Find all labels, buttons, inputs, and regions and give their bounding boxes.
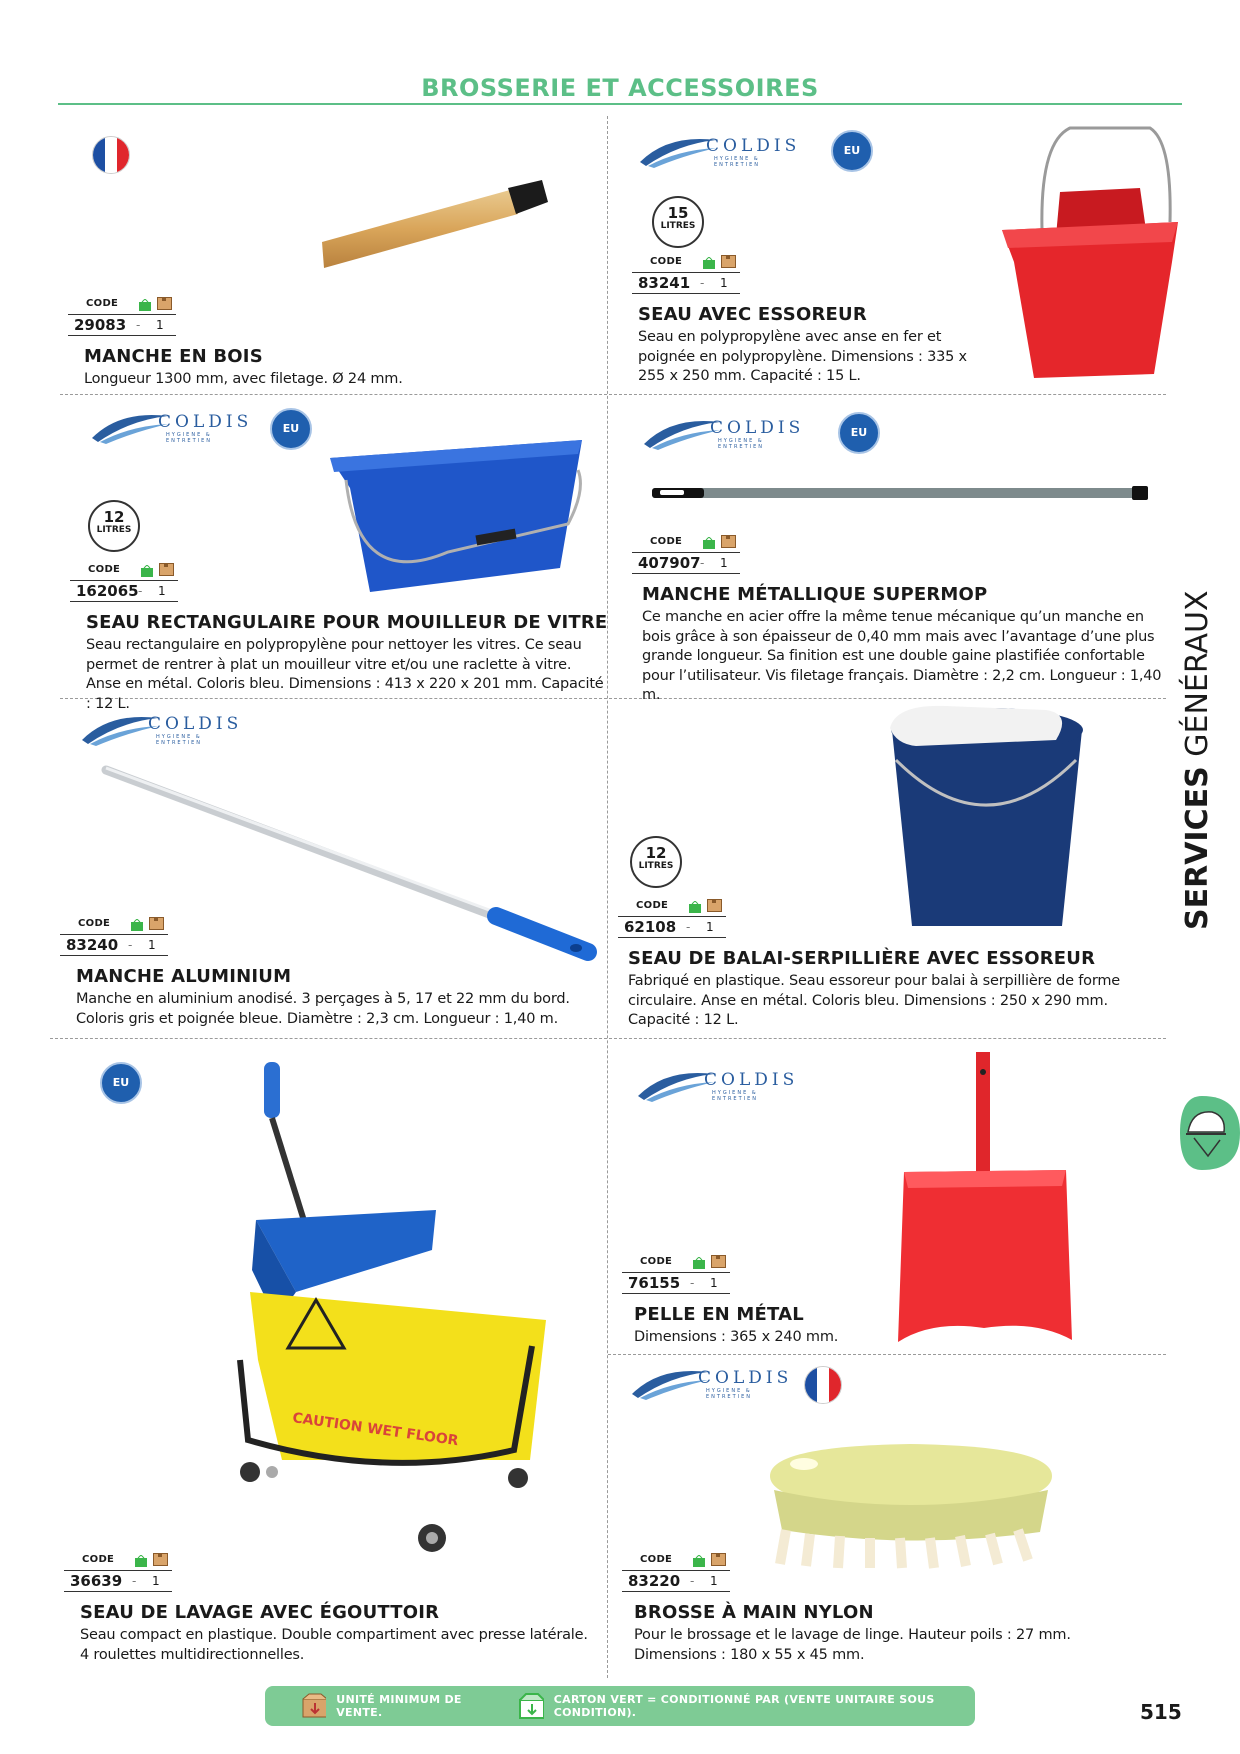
code-label: CODE [86, 297, 119, 309]
code-row [64, 1570, 172, 1592]
brand-name: COLDIS [710, 418, 805, 438]
product-description: Ce manche en acier offre la même tenue mécanique qu’un manche en bois grâce à son épaisseur de 0,40 mm mais avec l’avantage d’une plus grande longueur. Sa finition est une double gaine plastifiée confortable pour l’utilisateur. Vis filetage français. Diamètre : 2,2 cm. Longueur : 1,40 m. [642, 609, 1162, 703]
carton-box-icon [721, 255, 736, 268]
brand-name: COLDIS [704, 1070, 799, 1090]
product-quantity: 1 [706, 920, 714, 934]
product-title: SEAU AVEC ESSOREUR [638, 304, 867, 325]
code-separator: - [138, 584, 143, 598]
side-section-label [1180, 590, 1215, 930]
product-code: 162065 [76, 582, 139, 600]
product-code: 83220 [628, 1572, 681, 1590]
capacity-unit: LITRES [96, 525, 132, 535]
code-label: CODE [650, 535, 683, 547]
footer-legend-bar [265, 1686, 975, 1726]
code-row [70, 580, 178, 602]
capacity-unit: LITRES [638, 861, 674, 871]
green-carton-icon [702, 255, 715, 267]
capacity-badge [652, 196, 704, 248]
code-separator: - [700, 556, 705, 570]
product-description: Seau compact en plastique. Double compartiment avec presse latérale. 4 roulettes multidirectionnelles. [80, 1627, 588, 1663]
carton-box-icon [157, 297, 172, 310]
header-divider [58, 103, 1182, 105]
footer-min-sale: UNITÉ MINIMUM DE VENTE. [336, 1693, 462, 1719]
mop-trolley-image [236, 1060, 556, 1560]
green-carton-icon [692, 1553, 705, 1565]
footer-carton-legend: CARTON VERT = CONDITIONNÉ PAR (VENTE UNITAIRE SOUS CONDITION). [553, 1693, 935, 1719]
side-label-bold: SERVICES [1180, 766, 1215, 930]
product-seau-essoreur [632, 252, 1012, 387]
brand-tagline: HYGIENE & ENTRETIEN [714, 156, 761, 168]
side-label-light: GÉNÉRAUX [1180, 590, 1215, 757]
coldis-logo [636, 1064, 806, 1106]
eu-badge-icon: EU [838, 412, 880, 454]
capacity-value: 15 [667, 204, 689, 222]
section-title: BROSSERIE ET ACCESSOIRES [421, 74, 819, 102]
code-label: CODE [650, 255, 683, 267]
code-separator: - [690, 1276, 695, 1290]
eu-badge-icon: EU [270, 408, 312, 450]
green-carton-icon [134, 1553, 147, 1565]
code-row [632, 272, 740, 294]
product-code: 29083 [74, 316, 127, 334]
code-label: CODE [82, 1553, 115, 1565]
carton-box-icon [711, 1255, 726, 1268]
product-quantity: 1 [710, 1574, 718, 1588]
product-seau-rectangulaire [70, 560, 610, 714]
services-tab-icon [1180, 1096, 1240, 1170]
brand-tagline: HYGIENE & ENTRETIEN [166, 432, 213, 444]
green-carton-icon [692, 1255, 705, 1267]
product-manche-metallique [632, 532, 1172, 706]
code-row [622, 1570, 730, 1592]
row-divider [60, 394, 1166, 395]
product-quantity: 1 [152, 1574, 160, 1588]
product-code: 36639 [70, 1572, 123, 1590]
brand-tagline: HYGIENE & ENTRETIEN [706, 1388, 753, 1400]
product-quantity: 1 [156, 318, 164, 332]
code-separator: - [700, 276, 705, 290]
brand-tagline: HYGIENE & ENTRETIEN [156, 734, 203, 746]
carton-box-icon [153, 1553, 168, 1566]
capacity-badge [630, 836, 682, 888]
coldis-logo [90, 406, 260, 448]
green-carton-icon [140, 563, 153, 575]
eu-badge-icon: EU [831, 130, 873, 172]
carton-box-icon [149, 917, 164, 930]
product-seau-lavage [64, 1550, 604, 1665]
coldis-logo [630, 1362, 800, 1404]
product-title: MANCHE MÉTALLIQUE SUPERMOP [642, 584, 988, 605]
code-separator: - [132, 1574, 137, 1588]
france-flag-icon [804, 1366, 842, 1404]
capacity-badge [88, 500, 140, 552]
code-label: CODE [640, 1255, 673, 1267]
code-row [60, 934, 168, 956]
product-description: Seau rectangulaire en polypropylène pour nettoyer les vitres. Ce seau permet de rentrer à plat un mouilleur vitre et/ou une raclette à vitre. Anse en métal. Coloris bleu. Dimensions : 413 x 220 x 201 mm. Capacité : 12 L. [86, 637, 604, 712]
caution-sign-text: CAUTION WET FLOOR [291, 1410, 460, 1450]
capacity-value: 12 [645, 844, 667, 862]
product-code: 83240 [66, 936, 119, 954]
green-carton-icon [130, 917, 143, 929]
brand-name: COLDIS [148, 714, 243, 734]
code-label: CODE [636, 899, 669, 911]
brand-name: COLDIS [158, 412, 253, 432]
product-manche-bois [68, 294, 588, 390]
product-description: Seau en polypropylène avec anse en fer et poignée en polypropylène. Dimensions : 335 x 255 x 250 mm. Capacité : 15 L. [638, 329, 967, 384]
code-separator: - [136, 318, 141, 332]
brand-tagline: HYGIENE & ENTRETIEN [712, 1090, 759, 1102]
carton-box-icon [721, 535, 736, 548]
row-divider [50, 1038, 1166, 1039]
wooden-handle-image [320, 180, 550, 275]
carton-box-icon [301, 1693, 326, 1719]
product-manche-aluminium [60, 914, 600, 1029]
code-separator: - [686, 920, 691, 934]
product-title: MANCHE ALUMINIUM [76, 966, 292, 987]
coldis-logo [642, 412, 812, 454]
product-quantity: 1 [720, 556, 728, 570]
product-description: Pour le brossage et le lavage de linge. Hauteur poils : 27 mm. Dimensions : 180 x 55 x 45 mm. [634, 1627, 1071, 1663]
carton-box-icon [707, 899, 722, 912]
product-title: PELLE EN MÉTAL [634, 1304, 804, 1325]
capacity-unit: LITRES [660, 221, 696, 231]
product-description: Longueur 1300 mm, avec filetage. Ø 24 mm. [84, 371, 403, 387]
code-row [632, 552, 740, 574]
product-brosse [622, 1550, 1162, 1665]
product-code: 407907 [638, 554, 701, 572]
product-code: 76155 [628, 1274, 681, 1292]
code-label: CODE [640, 1553, 673, 1565]
page-number: 515 [1140, 1700, 1182, 1724]
product-code: 83241 [638, 274, 691, 292]
product-quantity: 1 [148, 938, 156, 952]
code-row [618, 916, 726, 938]
metal-handle-image [650, 482, 1150, 504]
product-description: Manche en aluminium anodisé. 3 perçages à 5, 17 et 22 mm du bord. Coloris gris et poignée bleue. Diamètre : 2,3 cm. Longueur : 1,40 m. [76, 991, 570, 1027]
product-seau-balai [618, 896, 1158, 1031]
brand-tagline: HYGIENE & ENTRETIEN [718, 438, 765, 450]
green-carton-icon [138, 297, 151, 309]
coldis-logo [638, 130, 808, 172]
product-title: SEAU DE BALAI-SERPILLIÈRE AVEC ESSOREUR [628, 948, 1096, 969]
product-pelle [622, 1252, 1002, 1348]
code-label: CODE [88, 563, 121, 575]
capacity-value: 12 [103, 508, 125, 526]
product-quantity: 1 [158, 584, 166, 598]
coldis-logo [80, 708, 250, 750]
green-carton-icon [702, 535, 715, 547]
brand-name: COLDIS [706, 136, 801, 156]
code-separator: - [128, 938, 133, 952]
eu-badge-icon: EU [100, 1062, 142, 1104]
product-quantity: 1 [720, 276, 728, 290]
product-title: MANCHE EN BOIS [84, 346, 263, 367]
product-title: BROSSE À MAIN NYLON [634, 1602, 874, 1623]
code-label: CODE [78, 917, 111, 929]
product-title: SEAU DE LAVAGE AVEC ÉGOUTTOIR [80, 1602, 440, 1623]
carton-box-icon [711, 1553, 726, 1566]
product-title: SEAU RECTANGULAIRE POUR MOUILLEUR DE VITRE [86, 612, 608, 633]
france-flag-icon [92, 136, 130, 174]
red-bucket-wringer-image [990, 122, 1190, 382]
product-quantity: 1 [710, 1276, 718, 1290]
column-divider [607, 116, 608, 1678]
green-carton-icon [688, 899, 701, 911]
product-description: Fabriqué en plastique. Seau essoreur pour balai à serpillière de forme circulaire. Anse en métal. Coloris bleu. Dimensions : 250 x 290 mm. Capacité : 12 L. [628, 973, 1120, 1028]
brand-name: COLDIS [698, 1368, 793, 1388]
carton-box-icon [159, 563, 174, 576]
green-carton-icon [517, 1692, 544, 1720]
code-row [622, 1272, 730, 1294]
code-row [68, 314, 176, 336]
product-description: Dimensions : 365 x 240 mm. [634, 1329, 839, 1345]
product-code: 62108 [624, 918, 677, 936]
code-separator: - [690, 1574, 695, 1588]
row-divider [608, 1354, 1166, 1355]
